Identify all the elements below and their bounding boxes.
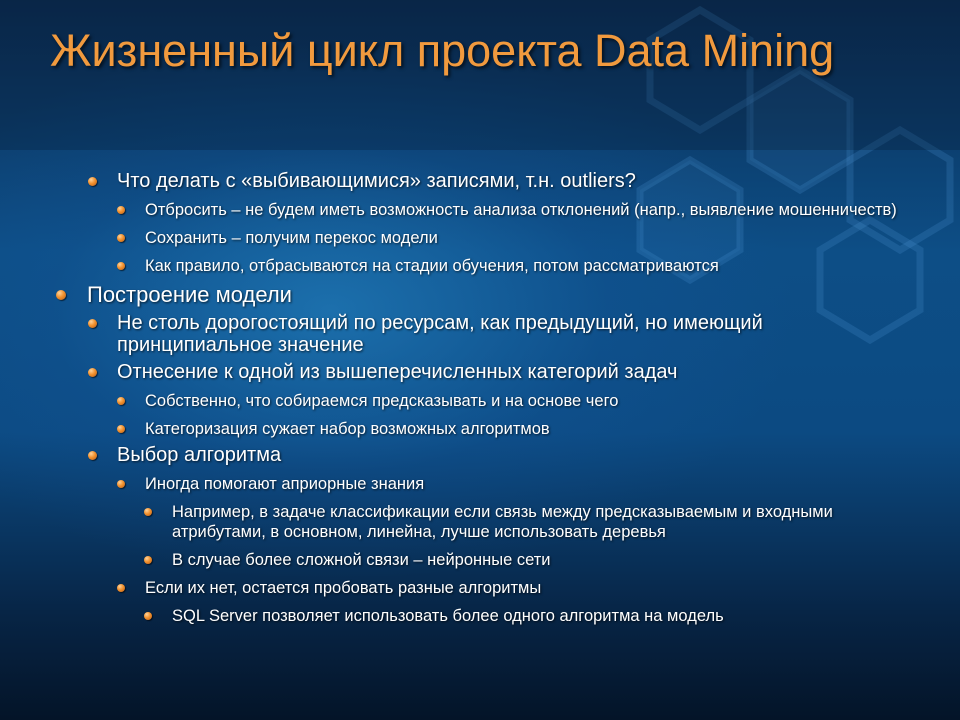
list-item-text: Построение модели	[87, 282, 292, 307]
bullet-icon	[117, 480, 125, 488]
bullet-icon	[88, 319, 97, 328]
list-item	[115, 256, 920, 276]
bullet-icon	[144, 556, 152, 564]
bullet-list	[50, 170, 920, 626]
bullet-icon	[144, 612, 152, 620]
bullet-icon	[117, 584, 125, 592]
bullet-icon	[117, 262, 125, 270]
bullet-icon	[117, 397, 125, 405]
list-item-text: Что делать с «выбивающимися» записями, т.н. outliers?	[117, 170, 636, 192]
slide-title: Жизненный цикл проекта Data Mining	[50, 25, 835, 76]
list-item-text: SQL Server позволяет использовать более одного алгоритма на модель	[172, 607, 724, 625]
list-item	[50, 282, 920, 307]
bullet-icon	[56, 290, 66, 300]
list-item	[115, 578, 920, 598]
list-item-text: Собственно, что собираемся предсказывать и на основе чего	[145, 392, 619, 410]
list-item	[142, 606, 920, 626]
bullet-icon	[117, 206, 125, 214]
list-item	[85, 444, 920, 466]
bullet-icon	[144, 508, 152, 516]
list-item	[115, 228, 920, 248]
bullet-icon	[88, 368, 97, 377]
list-item-text: Если их нет, остается пробовать разные алгоритмы	[145, 579, 542, 597]
list-item	[115, 391, 920, 411]
bullet-icon	[88, 451, 97, 460]
list-item	[142, 550, 920, 570]
list-item-text: В случае более сложной связи – нейронные сети	[172, 551, 551, 569]
list-item	[85, 361, 920, 383]
list-item	[115, 200, 920, 220]
list-item-text: Отнесение к одной из вышеперечисленных категорий задач	[117, 361, 678, 383]
list-item	[115, 474, 920, 494]
list-item-text: Иногда помогают априорные знания	[145, 475, 425, 493]
list-item	[142, 502, 920, 542]
bullet-icon	[88, 177, 97, 186]
list-item	[85, 170, 920, 192]
list-item	[115, 419, 920, 439]
bullet-icon	[117, 234, 125, 242]
bullet-icon	[117, 425, 125, 433]
list-item	[85, 312, 920, 356]
list-item-text: Сохранить – получим перекос модели	[145, 229, 438, 247]
list-item-text: Например, в задаче классификации если связь между предсказываемым и входными атрибутами, в основном, линейна, лучше использовать деревья	[172, 503, 833, 541]
list-item-text: Не столь дорогостоящий по ресурсам, как предыдущий, но имеющий принципиальное значение	[117, 312, 763, 356]
list-item-text: Категоризация сужает набор возможных алгоритмов	[145, 420, 550, 438]
list-item-text: Выбор алгоритма	[117, 444, 282, 466]
list-item-text: Отбросить – не будем иметь возможность анализа отклонений (напр., выявление мошенничеств)	[145, 201, 897, 219]
list-item-text: Как правило, отбрасываются на стадии обучения, потом рассматриваются	[145, 257, 719, 275]
